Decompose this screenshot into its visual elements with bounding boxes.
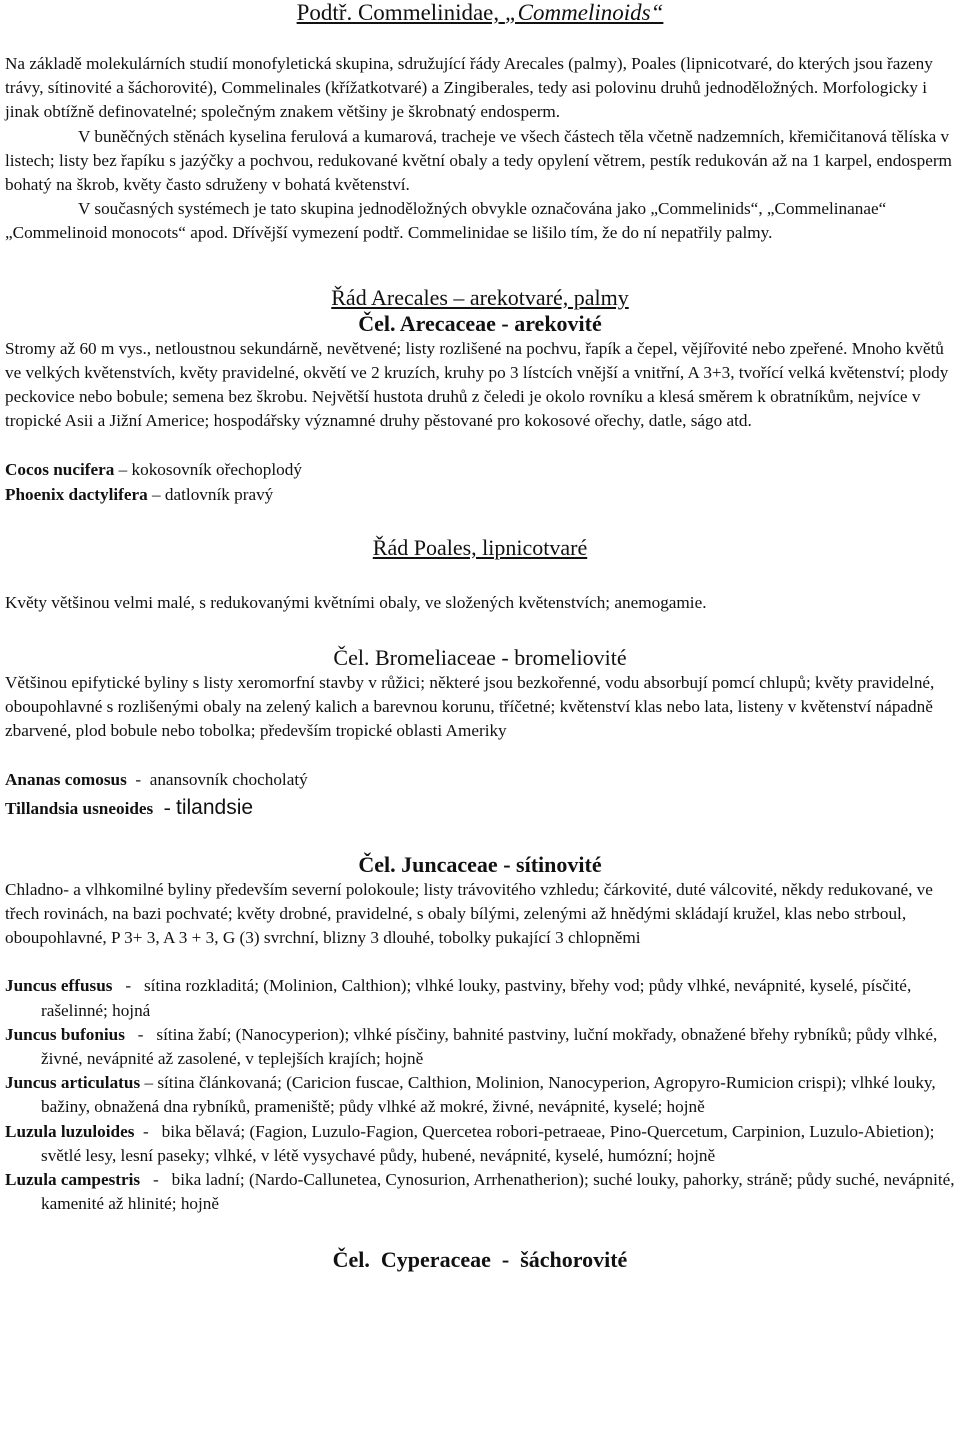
species-juncus-bufonius <box>5 1023 955 1071</box>
species-czech: tilandsie <box>175 795 254 819</box>
arecaceae-description: Stromy až 60 m vys., netloustnou sekundárně, nevětvené; listy rozlišené na pochvu, řapík a čepel, vějířovité nebo zpeřené. Mnoho květů ve velkých květenstvích, květy pravidelné, okvětí ve 2 kruzích, kruhy po 3 lístcích vnější a vnitřní, A 3+3, tvořící velká květenství; plody peckovice nebo bobule; semena bez škrobu. Největší hustota druhů z čeledi je okolo rovníku a klesá směrem k obratníkům, nejvíce v tropické Asii a Jižní Americe; hospodářsky významné druhy pěstované pro kokosové ořechy, datle, ságo atd. <box>5 338 949 431</box>
species-tillandsia <box>5 792 955 824</box>
order-poales-heading: Řád Poales, lipnicotvaré <box>372 534 588 560</box>
species-juncus-effusus <box>5 974 955 1022</box>
order-arecales-heading: Řád Arecales – arekotvaré, palmy <box>331 284 629 310</box>
intro-paragraph: Na základě molekulárních studií monofyletická skupina, sdružující řády Arecales (palmy), Poales (lipnicotvaré, do kterých jsou řazeny trávy, sítinovité a šáchorovité), Commelinales (křížatkotvaré) a Zingiberales, tedy asi polovinu druhů jednoděložných. Morfologicky i jinak obtížně definovatelné; společným znakem většiny je škrobnatý endosperm. <box>5 54 933 122</box>
title-italic: „Commelinoids“ <box>504 0 664 25</box>
species-czech: bika bělavá; (Fagion, Luzulo-Fagion, Quercetea robori-petraeae, Pino-Quercetum, Carpinion, Luzulo-Abietion); světlé lesy, lesní paseky; vlhké, v létě vysychavé půdy, hubené, nevápnité, kyselé, humózní; hojně <box>41 1121 935 1165</box>
species-czech: datlovník pravý <box>164 484 274 504</box>
species-czech: sítina žabí; (Nanocyperion); vlhké písčiny, bahnité pastviny, luční mokřady, obnažené břehy rybníků; půdy vlhké, živné, nevápnité až zasolené, v teplejších krajích; hojně <box>41 1024 938 1069</box>
species-czech: kokosovník ořechoplodý <box>131 460 302 480</box>
family-cyperaceae-heading: Čel. Cyperaceae - šáchorovité <box>332 1246 628 1272</box>
species-latin: Juncus effusus <box>5 976 113 996</box>
species-sep: - <box>112 976 144 996</box>
species-latin: Juncus articulatus <box>5 1073 141 1093</box>
species-sep: – <box>114 460 132 480</box>
juncaceae-description: Chladno- a vlhkomilné byliny především severní polokoule; listy trávovitého vzhledu; čárkovité, duté válcovité, někdy redukované, ve třech rovinách, na bazi pochvaté; květy drobné, pravidelné, s obaly bílými, zelenými až hnědými skládají kružel, klas nebo strboul, oboupohlavné, P 3+ 3, A 3 + 3, G (3) svrchní, blizny 3 dlouhé, tobolky pukající 3 chlopněmi <box>5 879 933 948</box>
family-arecaceae-heading: Čel. Arecaceae - arekovité <box>358 310 602 336</box>
species-luzula-luzuloides <box>5 1120 955 1168</box>
species-latin: Tillandsia usneoides <box>5 798 154 818</box>
species-sep: - <box>134 1121 162 1141</box>
poales-description: Květy většinou velmi malé, s redukovanými květními obaly, ve složených květenstvích; anemogamie. <box>5 592 707 612</box>
species-latin: Ananas comosus <box>5 769 127 789</box>
document-page <box>5 0 955 1273</box>
species-cocos <box>5 458 955 482</box>
species-phoenix <box>5 483 955 507</box>
species-latin: Luzula luzuloides <box>5 1121 135 1141</box>
species-sep: – <box>147 484 165 504</box>
juncaceae-species-list <box>5 974 955 1216</box>
species-czech: anansovník chocholatý <box>149 769 308 789</box>
species-sep: - <box>153 794 176 819</box>
bromeliaceae-description: Většinou epifytické byliny s listy xeromorfní stavby v růžici; některé jsou bezkořenné, vodu absorbují pomcí chlupů; květy pravidelné, oboupohlavné s rozlišenými obaly na zelený kalich a barevnou korunu, tříčetné; květenství klas nebo lata, listeny v květenství nápadně zbarvené, plod bobule nebo tobolka; především tropické oblasti Ameriky <box>5 673 935 741</box>
species-sep: - <box>124 1024 157 1044</box>
species-luzula-campestris <box>5 1168 955 1216</box>
species-czech: sítina článkovaná; (Caricion fuscae, Calthion, Molinion, Nanocyperion, Agropyro-Rumicion crispi); vlhké louky, bažiny, obnažená dna rybníků, prameniště; půdy vlhké až mokré, živné, nevápnité, kyselé; hojně <box>41 1073 936 1117</box>
species-latin: Juncus bufonius <box>5 1024 125 1044</box>
page-title <box>5 0 955 26</box>
species-latin: Cocos nucifera <box>5 460 115 480</box>
species-juncus-articulatus <box>5 1071 955 1119</box>
species-sep: - <box>140 1170 172 1190</box>
cell-wall-paragraph: V buněčných stěnách kyselina ferulová a kumarová, tracheje ve všech částech těla včetně nadzemních, křemičitanová tělíska v listech; listy bez řapíku s jazýčky a pochvou, redukované květní obaly a tedy opylení větrem, pestík redukován až na 1 karpel, endosperm bohatý na škrob, květy často sdruženy v bohatá květenství. <box>5 126 952 195</box>
species-sep: – <box>140 1073 158 1093</box>
species-sep: - <box>126 769 150 789</box>
family-bromeliaceae-heading: Čel. Bromeliaceae - bromeliovité <box>333 645 627 671</box>
species-latin: Luzula campestris <box>5 1170 141 1190</box>
title-prefix: Podtř. Commelinidae, <box>296 0 505 25</box>
species-ananas <box>5 768 955 792</box>
systems-paragraph: V současných systémech je tato skupina jednoděložných obvykle označována jako „Commelinids“, „Commelinanae“ „Commelinoid monocots“ apod. Dřívější vymezení podtř. Commelinidae se lišilo tím, že do ní nepatřily palmy. <box>5 199 887 243</box>
species-latin: Phoenix dactylifera <box>5 484 148 504</box>
family-juncaceae-heading: Čel. Juncaceae - sítinovité <box>358 851 602 877</box>
species-czech: sítina rozkladitá; (Molinion, Calthion); vlhké louky, pastviny, břehy vod; půdy vlhké, nevápnité, kyselé, písčité, rašelinné; hojná <box>41 976 912 1020</box>
species-czech: bika ladní; (Nardo-Callunetea, Cynosurion, Arrhenatherion); suché louky, pahorky, stráně; půdy suché, nevápnité, kamenité až hlinité; hojně <box>41 1170 955 1214</box>
